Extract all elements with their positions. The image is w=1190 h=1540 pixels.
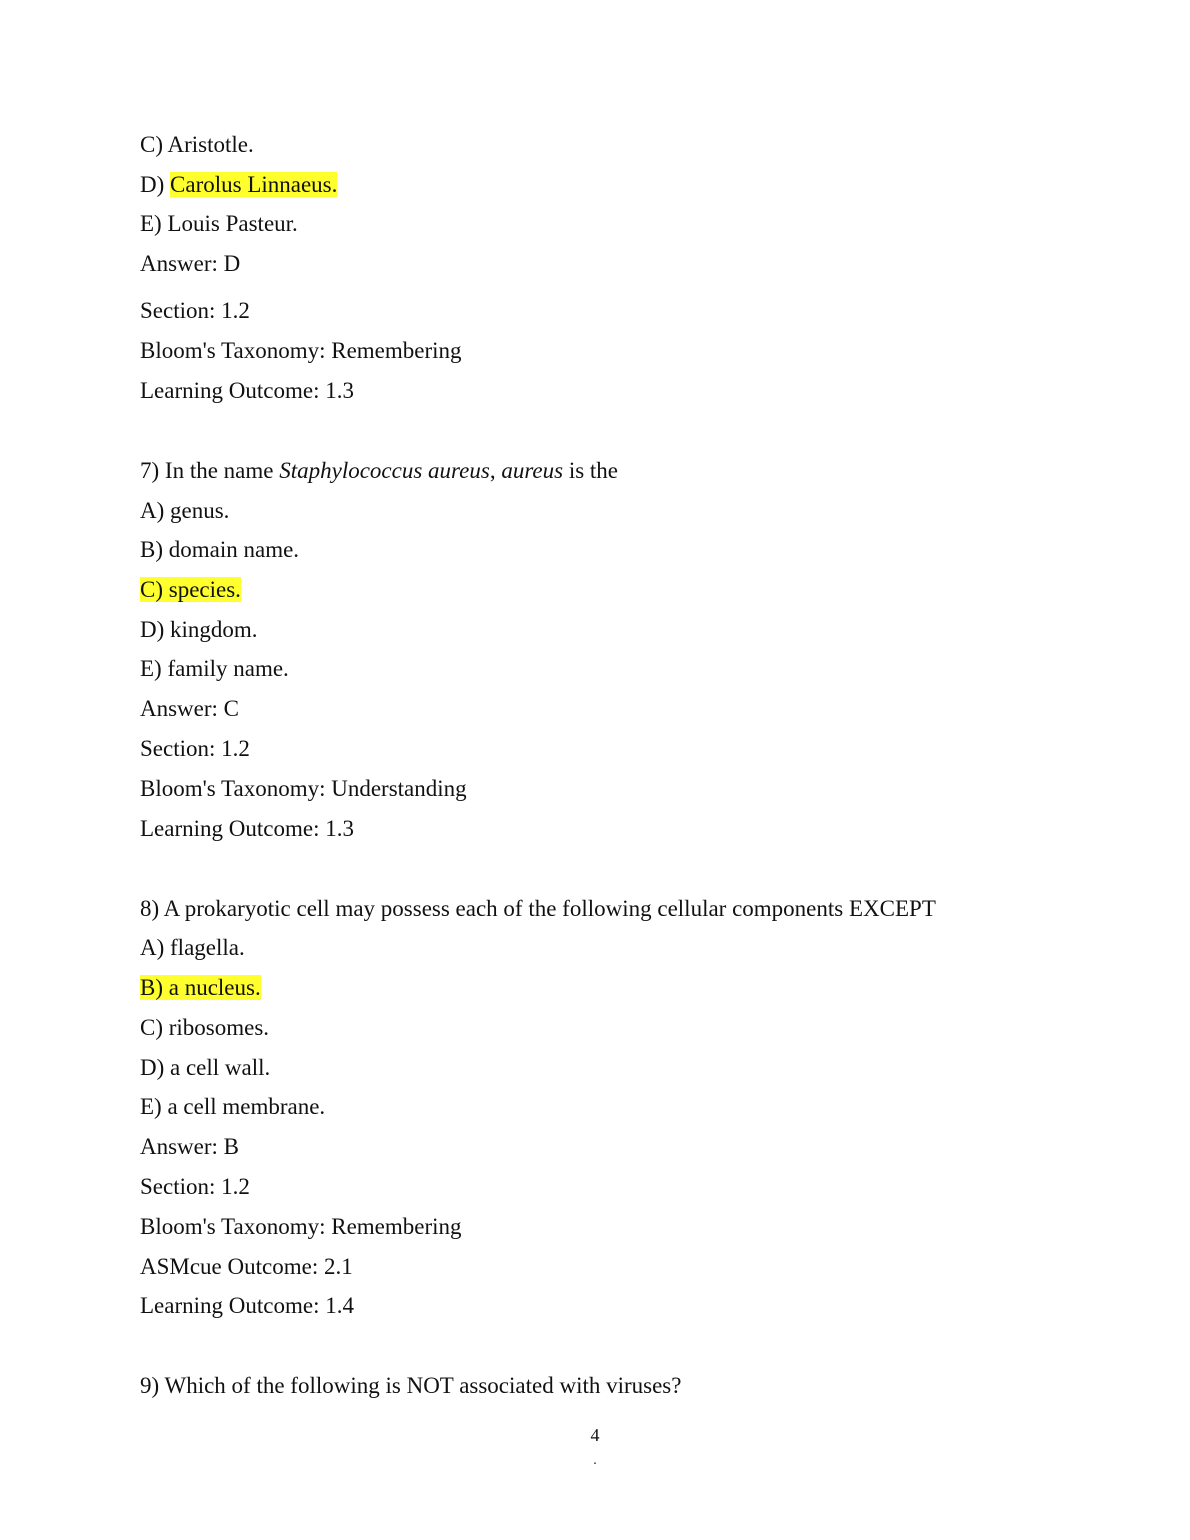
q7-question-suffix: is the xyxy=(563,458,619,483)
q7-learning-outcome: Learning Outcome: 1.3 xyxy=(140,816,354,841)
q8-learning-outcome: Learning Outcome: 1.4 xyxy=(140,1293,354,1318)
q7-answer: Answer: C xyxy=(140,696,240,721)
q7-question-prefix: 7) In the name xyxy=(140,458,280,483)
q6-option-d-highlighted: Carolus Linnaeus. xyxy=(170,172,338,197)
q7-option-b: B) domain name. xyxy=(140,537,300,562)
q8-asmcue-outcome: ASMcue Outcome: 2.1 xyxy=(140,1254,353,1279)
q8-answer: Answer: B xyxy=(140,1134,240,1159)
q8-option-b-highlighted: B) a nucleus. xyxy=(140,975,261,1000)
q8-question: 8) A prokaryotic cell may possess each of the following cellular components EXCEPT xyxy=(140,896,936,921)
q7-question-separator: , xyxy=(489,458,502,483)
q6-option-c: C) Aristotle. xyxy=(140,132,254,157)
q7-question xyxy=(140,456,618,486)
q6-learning-outcome: Learning Outcome: 1.3 xyxy=(140,378,354,403)
q8-option-e: E) a cell membrane. xyxy=(140,1094,326,1119)
q8-option-b xyxy=(140,973,261,1003)
q7-option-c xyxy=(140,575,241,605)
q8-bloom: Bloom's Taxonomy: Remembering xyxy=(140,1214,462,1239)
q6-option-d xyxy=(140,170,337,200)
q9-question: 9) Which of the following is NOT associated with viruses? xyxy=(140,1373,682,1398)
q6-bloom: Bloom's Taxonomy: Remembering xyxy=(140,338,462,363)
q7-option-c-highlighted: C) species. xyxy=(140,577,241,602)
q7-question-species-name: Staphylococcus aureus xyxy=(279,458,490,483)
q7-question-epithet: aureus xyxy=(501,458,564,483)
q8-option-a: A) flagella. xyxy=(140,935,245,960)
q7-option-a: A) genus. xyxy=(140,498,230,523)
q8-section: Section: 1.2 xyxy=(140,1174,250,1199)
q6-section: Section: 1.2 xyxy=(140,298,250,323)
q6-option-d-prefix: D) xyxy=(140,172,171,197)
q7-bloom: Bloom's Taxonomy: Understanding xyxy=(140,776,467,801)
footer-dot: . xyxy=(593,1453,597,1468)
q8-option-d: D) a cell wall. xyxy=(140,1055,271,1080)
page-number: 4 xyxy=(590,1425,600,1445)
q7-section: Section: 1.2 xyxy=(140,736,250,761)
q7-option-e: E) family name. xyxy=(140,656,289,681)
q6-option-e: E) Louis Pasteur. xyxy=(140,211,298,236)
q7-option-d: D) kingdom. xyxy=(140,617,258,642)
q6-answer: Answer: D xyxy=(140,251,241,276)
q8-option-c: C) ribosomes. xyxy=(140,1015,270,1040)
